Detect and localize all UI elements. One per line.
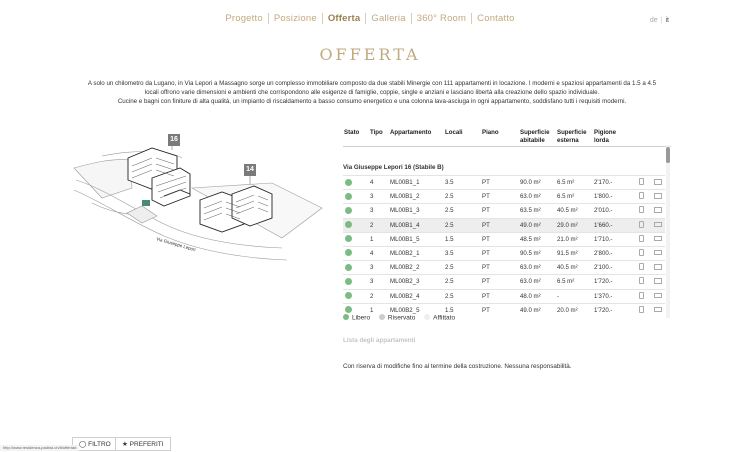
cell-superficie-esterna: 29.0 m²: [557, 221, 578, 229]
mail-icon[interactable]: [654, 179, 662, 185]
cell-locali: 2.5: [445, 278, 454, 286]
cell-appartamento: ML00B2_3: [390, 278, 420, 286]
cell-superficie-abitabile: 48.0 m²: [520, 292, 541, 300]
legend-dot-affittato: [424, 314, 430, 320]
cell-locali: 2.5: [445, 292, 454, 300]
header-sup-ab-line2: abitabile: [520, 136, 545, 144]
nav-item-offerta[interactable]: Offerta: [323, 13, 367, 24]
cell-piano: PT: [482, 207, 490, 215]
cell-tipo: 3: [370, 193, 374, 201]
cell-pigione: 1'660.-: [594, 221, 613, 229]
status-dot-libero: [345, 179, 352, 186]
cell-appartamento: ML00B2_2: [390, 264, 420, 272]
cell-superficie-esterna: 91.5 m²: [557, 249, 578, 257]
apartment-list-link[interactable]: Lista degli appartamenti: [343, 337, 416, 344]
status-dot-libero: [345, 292, 352, 299]
cell-piano: PT: [482, 264, 490, 272]
cell-superficie-abitabile: 63.0 m²: [520, 264, 541, 272]
mail-icon[interactable]: [654, 207, 662, 213]
table-row[interactable]: [343, 175, 665, 189]
cell-superficie-abitabile: 63.0 m²: [520, 278, 541, 286]
cell-tipo: 4: [370, 179, 374, 186]
nav-item-360-room[interactable]: 360° Room: [412, 13, 472, 24]
building-16-badge[interactable]: 16: [168, 134, 180, 146]
legend-label-riservato: Riservato: [387, 314, 416, 322]
cell-tipo: 1: [370, 235, 374, 243]
favorites-label: PREFERITI: [129, 441, 164, 448]
cell-pigione: 2'010.-: [594, 207, 613, 215]
browser-status-url: http://www.residenza-padina.ch/it/offerta#: [0, 445, 79, 451]
table-header: [343, 127, 671, 146]
cell-tipo: 3: [370, 278, 374, 286]
cell-locali: 3.5: [445, 249, 454, 257]
cell-appartamento: ML00B2_4: [390, 292, 420, 300]
cell-appartamento: ML00B1_2: [390, 193, 420, 201]
header-sup-est-line2: esterna: [557, 136, 579, 144]
cell-piano: PT: [482, 221, 490, 229]
filter-icon: ◯: [79, 441, 87, 448]
table-rows: [343, 175, 665, 317]
cell-piano: PT: [482, 249, 490, 257]
cell-superficie-abitabile: 63.0 m²: [520, 193, 541, 201]
floorplan-document-icon[interactable]: [639, 221, 644, 228]
group-title: Via Giuseppe Lepori 16 (Stabile B): [343, 164, 444, 171]
intro-line-2: locali offrono varie dimensioni e ambienti che corrispondono alle esigenze di famiglie, coppie, single e anziani e lasciano libertà alla creazione dello spazio individuale.: [144, 89, 600, 97]
cell-tipo: 2: [370, 221, 374, 229]
cell-superficie-abitabile: 49.0 m²: [520, 306, 541, 314]
status-dot-libero: [345, 235, 352, 242]
header-locali[interactable]: Locali: [445, 129, 463, 136]
lang-separator: |: [660, 17, 663, 24]
floorplan-document-icon[interactable]: [639, 249, 644, 256]
building-16[interactable]: [128, 148, 190, 206]
table-row[interactable]: [343, 232, 665, 246]
building-site-map[interactable]: [72, 128, 330, 264]
cell-appartamento: ML00B1_1: [390, 179, 420, 186]
cell-piano: PT: [482, 292, 490, 300]
floorplan-document-icon[interactable]: [639, 292, 644, 299]
cell-locali: 2.5: [445, 193, 454, 201]
cell-superficie-esterna: -: [557, 292, 560, 300]
header-superficie-esterna[interactable]: [557, 129, 586, 144]
mail-icon[interactable]: [654, 264, 662, 270]
legend-riservato: [379, 314, 415, 322]
cell-pigione: 1'800.-: [594, 193, 613, 201]
scrollbar-thumb[interactable]: [666, 147, 670, 163]
cell-locali: 1.5: [445, 235, 454, 243]
intro-line-3: Cucine e bagni con finiture di alta qualità, un impianto di riscaldamento a basso consumo energetico e una colonna lava-asciuga in ogni appartamento, soddisfano tutti i requisiti moderni.: [117, 98, 627, 106]
cell-superficie-abitabile: 90.0 m²: [520, 179, 541, 186]
status-dot-libero: [345, 193, 352, 200]
building-14-badge[interactable]: 14: [244, 164, 256, 176]
cell-locali: 2.5: [445, 221, 454, 229]
cell-appartamento: ML00B1_3: [390, 207, 420, 215]
cell-appartamento: ML00B1_5: [390, 235, 420, 243]
cell-locali: 1.5: [445, 306, 454, 314]
floorplan-document-icon[interactable]: [639, 263, 644, 270]
cell-superficie-esterna: 6.5 m²: [557, 193, 575, 201]
cell-superficie-abitabile: 90.5 m²: [520, 249, 541, 257]
cell-superficie-esterna: 40.5 m²: [557, 264, 578, 272]
table-row[interactable]: [343, 274, 665, 288]
cell-piano: PT: [482, 179, 490, 186]
mail-icon[interactable]: [654, 278, 662, 284]
header-appartamento[interactable]: Appartamento: [390, 129, 432, 136]
cell-superficie-abitabile: 63.5 m²: [520, 207, 541, 215]
header-pigione-line2: lorda: [594, 136, 609, 144]
nav-item-progetto[interactable]: Progetto: [220, 13, 269, 24]
cell-piano: PT: [482, 235, 490, 243]
table-row[interactable]: [343, 289, 665, 303]
site-plan-drawing: [72, 128, 330, 264]
cell-superficie-esterna: 6.5 m²: [557, 278, 575, 286]
cell-tipo: 4: [370, 249, 374, 257]
cell-locali: 2.5: [445, 264, 454, 272]
cell-locali: 2.5: [445, 207, 454, 215]
table-row[interactable]: [343, 218, 665, 232]
nav-item-posizione[interactable]: Posizione: [269, 13, 323, 24]
legend-libero: [343, 314, 370, 322]
legend-label-affittato: Affittato: [433, 314, 456, 322]
lang-de[interactable]: de: [649, 17, 658, 24]
filter-label: FILTRO: [88, 441, 111, 448]
mail-icon[interactable]: [654, 193, 662, 199]
legend-dot-riservato: [379, 314, 385, 320]
cell-pigione: 2'170.-: [594, 179, 613, 186]
legend-label-libero: Libero: [352, 314, 371, 322]
header-pigione-lorda[interactable]: [594, 129, 616, 144]
header-piano[interactable]: Piano: [482, 129, 499, 136]
header-sup-ab-line1: Superficie: [520, 129, 550, 136]
cell-piano: PT: [482, 278, 490, 286]
cell-superficie-abitabile: 48.5 m²: [520, 235, 541, 243]
mail-icon[interactable]: [654, 236, 662, 242]
language-switcher: [647, 17, 672, 24]
cell-appartamento: ML00B1_4: [390, 221, 420, 229]
street-label: Via Giuseppe Lepori: [155, 236, 197, 253]
legend-dot-libero: [343, 314, 349, 320]
cell-superficie-abitabile: 49.0 m²: [520, 221, 541, 229]
cell-pigione: 1'710.-: [594, 235, 613, 243]
floorplan-document-icon[interactable]: [639, 192, 644, 199]
floorplan-document-icon[interactable]: [639, 277, 644, 284]
cell-tipo: 2: [370, 292, 374, 300]
page-title: OFFERTA: [319, 45, 421, 64]
cell-piano: PT: [482, 193, 490, 201]
header-pigione-line1: Pigione: [594, 129, 617, 136]
header-stato[interactable]: Stato: [344, 129, 360, 136]
header-sup-est-line1: Superficie: [557, 129, 587, 136]
cell-appartamento: ML00B2_5: [390, 306, 420, 314]
lang-it[interactable]: it: [665, 17, 669, 24]
floorplan-document-icon[interactable]: [639, 306, 644, 313]
floorplan-document-icon[interactable]: [639, 235, 644, 242]
legend-affittato: [424, 314, 455, 322]
status-dot-libero: [345, 278, 352, 285]
mail-icon[interactable]: [654, 307, 662, 313]
table-row[interactable]: [343, 260, 665, 274]
intro-line-1: A solo un chilometro da Lugano, in Via Lepori a Massagno sorge un complesso immobiliare composto da due stabili Minergie con 111 appartamenti in locazione. I moderni e spaziosi appartamenti da 1.5 a 4.5: [87, 80, 657, 87]
floorplan-document-icon[interactable]: [639, 178, 644, 185]
mail-icon[interactable]: [654, 293, 662, 299]
cell-pigione: 2'100.-: [594, 264, 613, 272]
intro-text: [72, 79, 672, 107]
cell-pigione: 1'720.-: [594, 278, 613, 286]
disclaimer-note: Con riserva di modifiche fino al termine della costruzione. Nessuna responsabilità.: [343, 363, 572, 370]
cell-tipo: 3: [370, 264, 374, 272]
floorplan-document-icon[interactable]: [639, 206, 644, 213]
table-scrollbar[interactable]: [666, 145, 670, 318]
main-nav: [0, 13, 740, 24]
cell-tipo: 1: [370, 306, 374, 314]
pool-marker: [142, 200, 150, 206]
cell-appartamento: ML00B2_1: [390, 249, 420, 257]
cell-superficie-esterna: 6.5 m²: [557, 179, 575, 186]
status-dot-libero: [345, 306, 352, 313]
cell-piano: PT: [482, 306, 490, 314]
mail-icon[interactable]: [654, 222, 662, 228]
status-dot-libero: [345, 221, 352, 228]
header-divider: [343, 146, 671, 147]
cell-pigione: 1'370.-: [594, 292, 613, 300]
status-legend: [343, 314, 462, 322]
status-dot-libero: [345, 249, 352, 256]
apartments-table: [343, 127, 671, 314]
status-dot-libero: [345, 264, 352, 271]
table-row[interactable]: [343, 189, 665, 203]
cell-superficie-esterna: 20.0 m²: [557, 306, 578, 314]
cell-superficie-esterna: 40.5 m²: [557, 207, 578, 215]
favorites-button[interactable]: [115, 437, 171, 451]
nav-item-galleria[interactable]: Galleria: [366, 13, 411, 24]
table-row[interactable]: [343, 246, 665, 260]
header-superficie-abitabile[interactable]: [520, 129, 549, 144]
cell-pigione: 2'800.-: [594, 249, 613, 257]
cell-pigione: 1'720.-: [594, 306, 613, 314]
cell-tipo: 3: [370, 207, 374, 215]
nav-item-contatto[interactable]: Contatto: [477, 13, 515, 24]
cell-locali: 3.5: [445, 179, 454, 186]
status-dot-libero: [345, 207, 352, 214]
table-row[interactable]: [343, 203, 665, 217]
mail-icon[interactable]: [654, 250, 662, 256]
header-tipo[interactable]: Tipo: [370, 129, 383, 136]
cell-superficie-esterna: 21.0 m²: [557, 235, 578, 243]
star-icon: ★: [122, 441, 128, 448]
